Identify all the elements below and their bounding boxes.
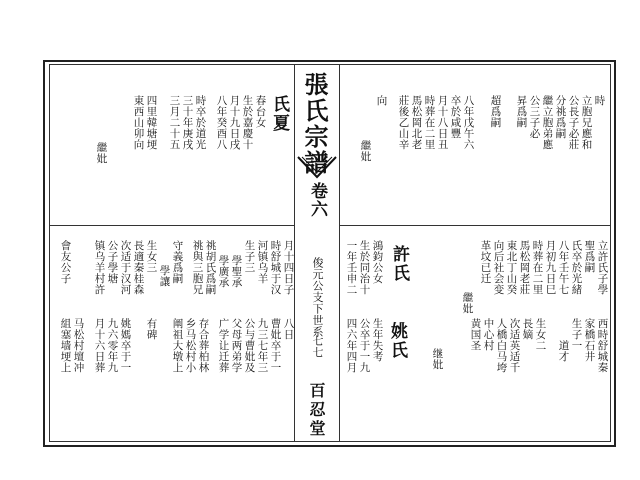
text-column: 八日 xyxy=(282,318,295,340)
text-column: 東西山卯向 xyxy=(132,95,145,150)
text-column: 一年壬申二 xyxy=(345,240,358,295)
text-column: 向 xyxy=(375,95,388,106)
text-column: 繼立胞弟應 xyxy=(541,95,554,150)
surname-xu: 許氏 xyxy=(389,245,409,283)
generation-annotation: 继妣 xyxy=(431,348,444,370)
text-column: 九三七年三 xyxy=(256,318,269,373)
text-column: 三月二十五 xyxy=(168,95,181,150)
text-column: 月初九日巳 xyxy=(544,240,557,295)
text-column: 四里韓塘埂 xyxy=(145,95,158,150)
text-column: 父母两弟学 xyxy=(230,318,243,373)
text-column: 生女二 xyxy=(534,318,547,351)
text-column: 生於嘉慶十 xyxy=(241,95,254,150)
text-column: 中心村 xyxy=(482,318,495,351)
text-column: 八年戊午六 xyxy=(462,95,475,150)
text-column: 月十六日葬 xyxy=(93,318,106,373)
text-column: 聖爲嗣 xyxy=(583,240,596,273)
left-page-divider xyxy=(49,225,294,226)
generation-annotation: 繼妣 xyxy=(461,292,474,314)
text-column: 時 xyxy=(593,95,606,106)
text-column: 超爲嗣 xyxy=(489,95,502,128)
text-column: 莊後乙山辛 xyxy=(397,95,410,150)
text-column: 學廣承 xyxy=(217,255,230,288)
text-column: 學聖承 xyxy=(230,255,243,288)
text-column: 學讓 xyxy=(158,265,171,287)
text-column: 镇乌羊村許 xyxy=(93,240,106,295)
text-column: 乡马松村小 xyxy=(184,318,197,373)
text-column: 生子一 xyxy=(570,318,583,351)
text-column: 革坟已迁 xyxy=(479,240,492,284)
volume-label: 卷六 xyxy=(307,182,327,218)
text-column: 月十八日丑 xyxy=(436,95,449,150)
text-column: 有碑 xyxy=(145,318,158,340)
text-column: 時葬在二里 xyxy=(423,95,436,150)
text-column: 時卒於道光 xyxy=(194,95,207,150)
text-column: 阐祖大墩上 xyxy=(171,318,184,373)
text-column: 人橋白马垮 xyxy=(495,318,508,373)
hall-name: 百忍堂 xyxy=(307,382,326,439)
surname-xia: 氏夏 xyxy=(269,95,289,133)
text-column: 生於同治十 xyxy=(358,240,371,295)
text-column: 立胞兄應和 xyxy=(580,95,593,150)
text-column: 公長子必莊 xyxy=(567,95,580,150)
section-label: 俊元公支下世系 xyxy=(311,257,324,338)
text-column: 會友公子 xyxy=(59,240,72,284)
text-column: 道才 xyxy=(557,340,570,362)
text-column: 東北丁山癸 xyxy=(505,240,518,295)
text-column: 三十年庚戌 xyxy=(181,95,194,150)
text-column: 生年失考 xyxy=(371,318,384,362)
text-column: 長適秦桂森 xyxy=(132,240,145,295)
text-column: 公卒于一九 xyxy=(358,318,371,373)
text-column: 马松村壇冲 xyxy=(72,318,85,373)
text-column: 八年癸酉八 xyxy=(215,95,228,150)
text-column: 鴻鈞公女 xyxy=(371,240,384,284)
text-column: 立許氏子學 xyxy=(596,240,609,295)
generation-annotation: 繼妣 xyxy=(95,142,108,164)
text-column: 曹妣卒于一 xyxy=(269,318,282,373)
text-column: 組塞墙埂上 xyxy=(59,318,72,373)
text-column: 祧與三胞兄 xyxy=(191,240,204,295)
text-column: 四六年四月 xyxy=(345,318,358,373)
text-column: 姚媽卒于一 xyxy=(119,318,132,373)
text-column: 時葬在二里 xyxy=(531,240,544,295)
text-column: 次适英适千 xyxy=(508,318,521,373)
text-column: 馬松岡老莊 xyxy=(518,240,531,295)
text-column: 守義爲嗣 xyxy=(171,240,184,284)
text-column: 生女三 xyxy=(145,240,158,273)
text-column: 公与曹妣及 xyxy=(243,318,256,373)
text-column: 八年壬午七 xyxy=(557,240,570,295)
text-column: 春台女 xyxy=(254,95,267,128)
right-page-divider xyxy=(340,225,611,226)
text-column: 广学让迁葬 xyxy=(217,318,230,373)
text-column: 長嫡 xyxy=(521,318,534,340)
text-column: 分祧爲嗣 xyxy=(554,95,567,139)
text-column: 黄国圣 xyxy=(469,318,482,351)
text-column: 次适于汉河 xyxy=(119,240,132,295)
text-column: 九六零年九 xyxy=(106,318,119,373)
book-title: 張氏宗譜 xyxy=(300,72,329,176)
text-column: 家橋石井 xyxy=(583,318,596,362)
text-column: 存合葬柏林 xyxy=(197,318,210,373)
text-column: 生子三 xyxy=(243,240,256,273)
fish-tail-ornament-icon xyxy=(294,155,340,185)
text-column: 公子學塘 xyxy=(106,240,119,284)
text-column: 西時舒城秦 xyxy=(596,318,609,373)
text-column: 時舒城于汉 xyxy=(269,240,282,295)
generation-annotation: 繼妣 xyxy=(359,140,372,162)
text-column: 月十九日戌 xyxy=(228,95,241,150)
text-column: 昇爲嗣 xyxy=(515,95,528,128)
text-column: 氏卒於光緒 xyxy=(570,240,583,295)
text-column: 河镇乌羊 xyxy=(256,240,269,284)
text-column: 月十四日子 xyxy=(282,240,295,295)
text-column: 公三子必 xyxy=(528,95,541,139)
text-column: 卒於咸豐 xyxy=(449,95,462,139)
text-column: 祧胡氏爲嗣 xyxy=(204,240,217,295)
text-column: 向后社会变 xyxy=(492,240,505,295)
text-column: 馬松岡北老 xyxy=(410,95,423,150)
surname-yao: 姚氏 xyxy=(387,322,407,360)
page-number: 七七 xyxy=(311,335,324,358)
